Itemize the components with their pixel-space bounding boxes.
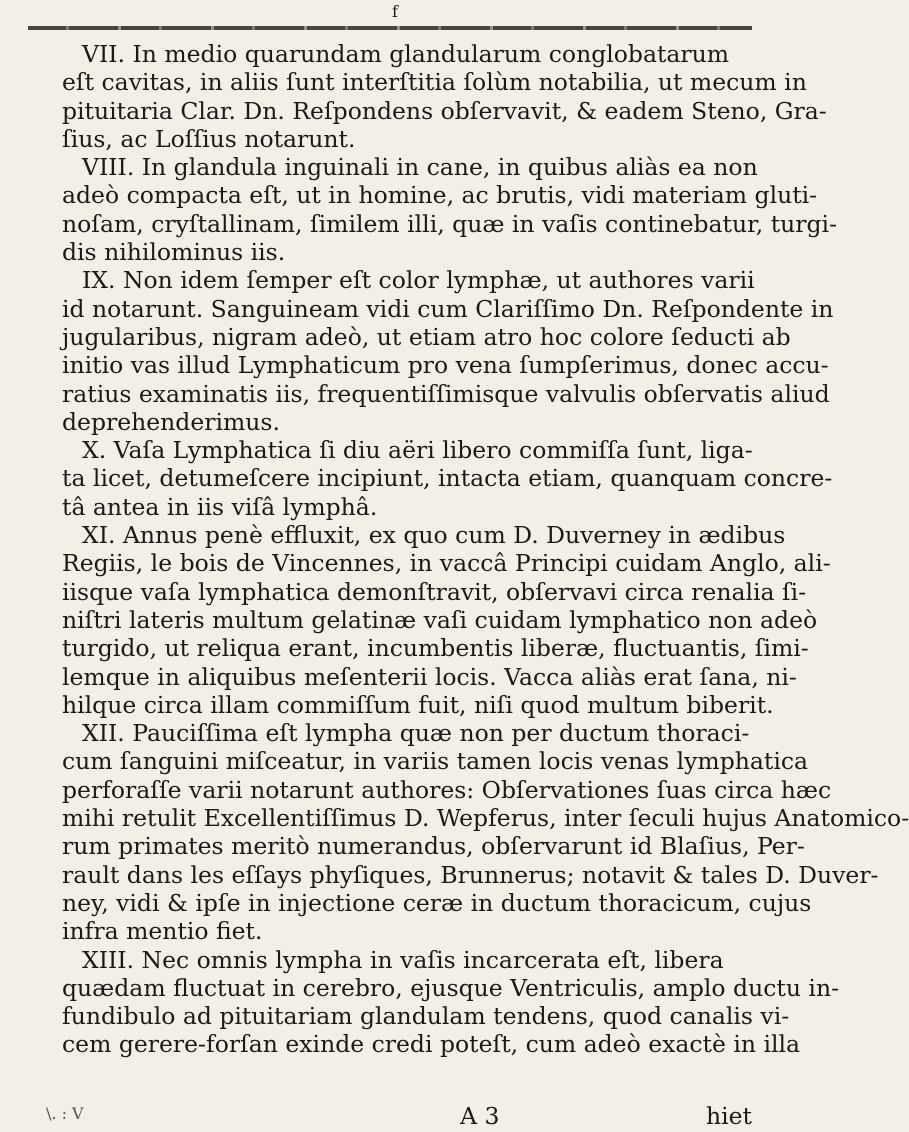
text-line: VII. In medio quarundam glandularum conglobatarum: [82, 40, 730, 68]
text-line: cum ſanguini miſceatur, in variis tamen locis venas lymphatica: [62, 747, 809, 776]
text-line: pituitaria Clar. Dn. Reſpondens obſervavit, & eadem Steno, Gra-: [62, 96, 827, 125]
text-line: deprehenderimus.: [62, 407, 280, 436]
text-line: mihi retulit Excellentiſſimus D. Wepferus, inter ſeculi hujus Anatomico-: [62, 804, 909, 833]
body-text: [44, 40, 909, 1059]
text-line: fundibulo ad pituitariam glandulam tendens, quod canalis vi-: [62, 1002, 790, 1031]
signature-mark: A 3: [460, 1102, 500, 1130]
text-line: ta licet, detumeſcere incipiunt, intacta etiam, quanquam concre-: [62, 464, 833, 493]
text-line: rum primates meritò numerandus, obſervarunt id Blaſius, Per-: [62, 832, 805, 861]
page-footer: [44, 1102, 774, 1130]
text-line: quædam fluctuat in cerebro, ejusque Ventriculis, amplo ductu in-: [62, 973, 840, 1002]
text-line: lemque in aliquibus meſenterii locis. Vacca aliàs erat ſana, ni-: [62, 662, 797, 691]
text-line: X. Vaſa Lymphatica ſi diu aëri libero commiſſa ſunt, liga-: [82, 436, 753, 465]
text-line: IX. Non idem ſemper eſt color lymphæ, ut authores varii: [82, 266, 755, 295]
text-line: tâ antea in iis viſâ lymphâ.: [62, 492, 378, 521]
text-line: infra mentio fiet.: [62, 917, 263, 946]
text-line: dis nihilominus iis.: [62, 238, 286, 267]
text-line: cem gerere-forſan exinde credi poteſt, cum adeò exactè in illa: [62, 1030, 801, 1059]
text-line: iisque vaſa lymphatica demonſtravit, obſervavi circa renalia ſi-: [62, 577, 807, 606]
text-line: ſius, ac Loſſius notarunt.: [62, 124, 356, 153]
text-line: niſtri lateris multum gelatinæ vaſi cuidam lymphatico non adeò: [62, 605, 818, 634]
text-line: eſt cavitas, in aliis ſunt interſtitia ſolùm notabilia, ut mecum in: [62, 68, 807, 97]
text-line: ratius examinatis iis, frequentiſſimisque valvulis obſervatis aliud: [62, 379, 830, 408]
text-line: initio vas illud Lymphaticum pro vena ſumpſerimus, donec accu-: [62, 351, 829, 380]
text-line: id notarunt. Sanguineam vidi cum Clariſſimo Dn. Reſpondente in: [62, 294, 834, 323]
text-line: rault dans les eſſays phyſiques, Brunnerus; notavit & tales D. Duver-: [62, 860, 879, 889]
header-rule: [28, 26, 752, 30]
text-line: noſam, cryſtallinam, ſimilem illi, quæ in vaſis continebatur, turgi-: [62, 209, 838, 238]
text-line: VIII. In glandula inguinali in cane, in quibus aliàs ea non: [82, 153, 758, 182]
catchword: hiet: [705, 1102, 752, 1130]
text-line: XI. Annus penè effluxit, ex quo cum D. Duverney in ædibus: [82, 521, 786, 550]
text-line: ney, vidi & ipſe in injectione ceræ in ductum thoracicum, cujus: [62, 888, 812, 917]
text-line: XII. Pauciſſima eſt lympha quæ non per ductum thoraci-: [82, 719, 750, 748]
text-line: XIII. Nec omnis lympha in vaſis incarcerata eſt, libera: [82, 945, 724, 974]
text-line: turgido, ut reliqua erant, incumbentis liberæ, fluctuantis, ſimi-: [62, 634, 809, 663]
footer-left-mark: \. : V: [46, 1104, 84, 1123]
text-line: hilque circa illam commiſſum fuit, niſi quod multum biberit.: [62, 690, 774, 719]
text-line: Regiis, le bois de Vincennes, in vaccâ Principi cuidam Anglo, ali-: [62, 549, 831, 578]
text-line: jugularibus, nigram adeò, ut etiam atro hoc colore ſeducti ab: [62, 322, 791, 351]
text-line: perforaſſe varii notarunt authores: Obſervationes ſuas circa hæc: [62, 775, 832, 804]
top-mark: f: [392, 2, 399, 21]
text-line: adeò compacta eſt, ut in homine, ac brutis, vidi materiam gluti-: [62, 181, 818, 210]
